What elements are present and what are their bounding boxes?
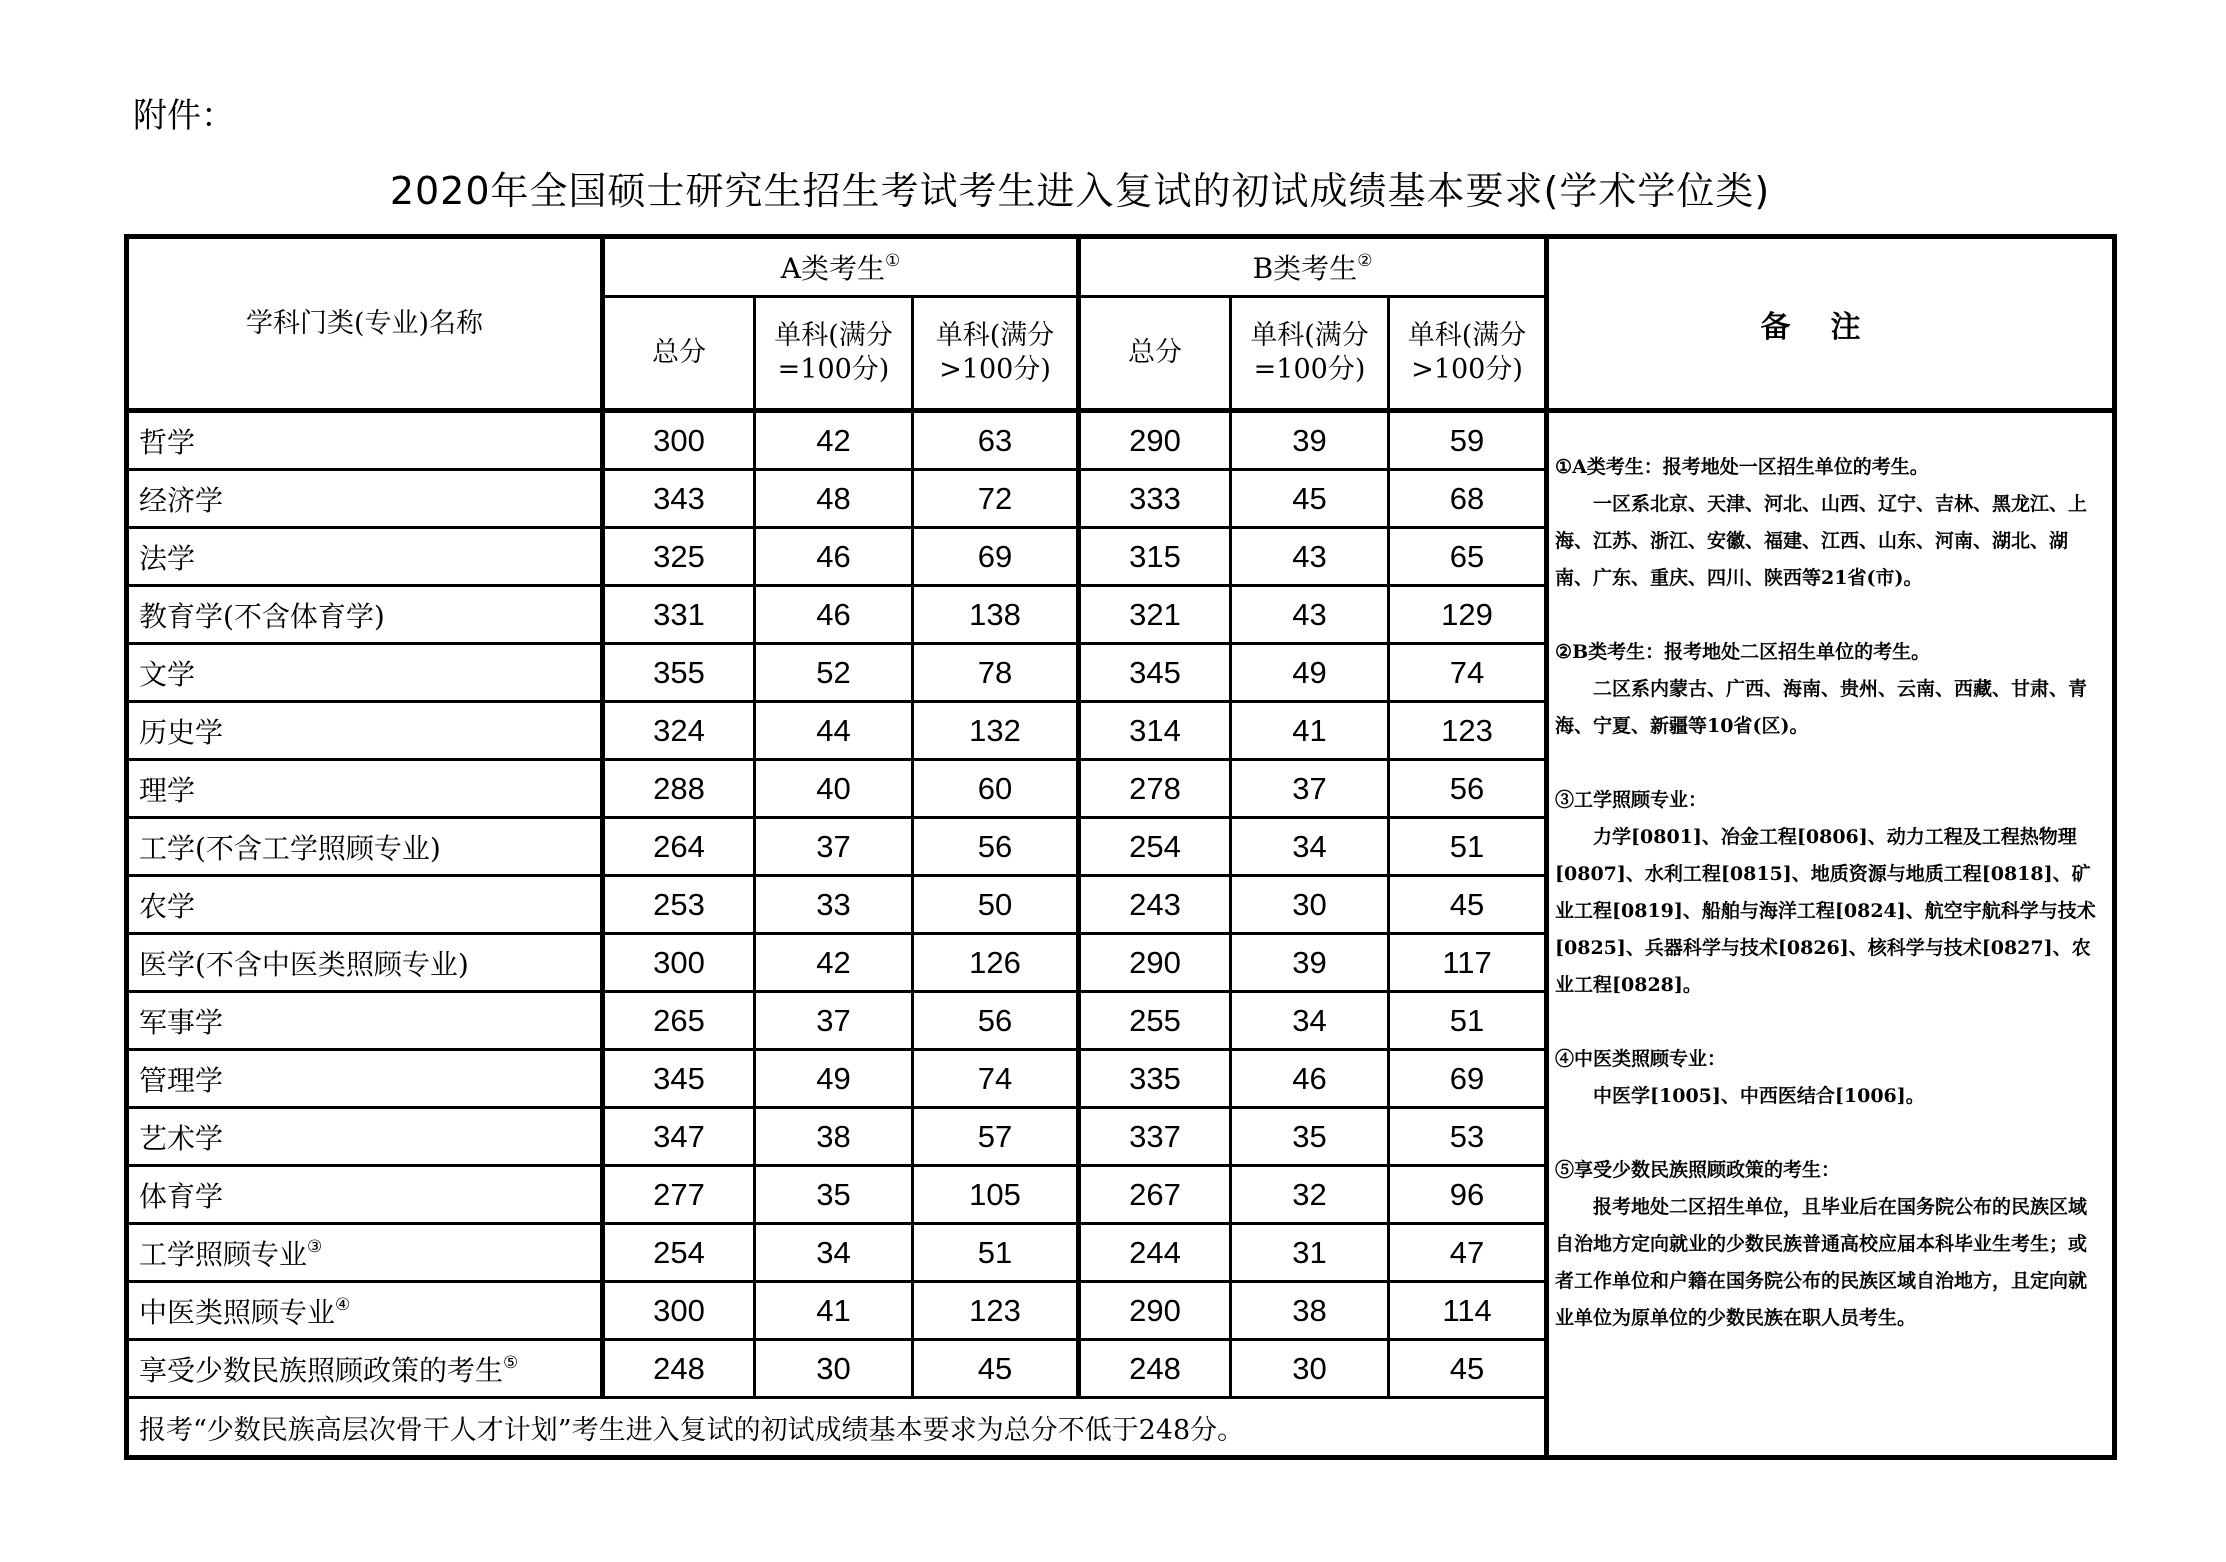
a-single-over-cell: 69 <box>913 528 1079 586</box>
b-single-over-cell: 117 <box>1389 934 1547 992</box>
b-single-100-cell: 41 <box>1231 702 1389 760</box>
attachment-label: 附件： <box>133 96 235 136</box>
b-single-over-cell: 45 <box>1389 876 1547 934</box>
a-total-cell: 347 <box>603 1108 755 1166</box>
a-single-over-cell: 72 <box>913 470 1079 528</box>
b-total-header: 总分 <box>1079 297 1231 411</box>
a-single-100-cell: 38 <box>755 1108 913 1166</box>
a-single-100-cell: 35 <box>755 1166 913 1224</box>
b-single-100-cell: 49 <box>1231 644 1389 702</box>
a-single-over-cell: 51 <box>913 1224 1079 1282</box>
note-item: ③工学照顾专业： 力学[0801]、冶金工程[0806]、动力工程及工程热物理[0807]、水利工程[0815]、地质资源与地质工程[0818]、矿业工程[0819]、船舶与海洋工程[0824]、航空宇航科学与技术[0825]、兵器科学与技术[0826]、核科学与技术[0827]、农业工程[0828]。 <box>1555 789 2096 996</box>
b-single-over-cell: 68 <box>1389 470 1547 528</box>
a-single-100-cell: 37 <box>755 818 913 876</box>
a-single-over-cell: 74 <box>913 1050 1079 1108</box>
a-single-over-cell: 126 <box>913 934 1079 992</box>
b-total-cell: 290 <box>1079 934 1231 992</box>
a-single-100-cell: 37 <box>755 992 913 1050</box>
a-single-over-header: 单科(满分 >100分) <box>913 297 1079 411</box>
b-total-cell: 278 <box>1079 760 1231 818</box>
b-single-100-cell: 39 <box>1231 411 1389 470</box>
a-single-100-cell: 42 <box>755 934 913 992</box>
a-total-cell: 331 <box>603 586 755 644</box>
subject-name: 艺术学 <box>127 1108 603 1166</box>
a-single-over-cell: 56 <box>913 818 1079 876</box>
b-total-cell: 248 <box>1079 1340 1231 1398</box>
a-total-cell: 264 <box>603 818 755 876</box>
b-total-cell: 315 <box>1079 528 1231 586</box>
a-single-over-cell: 138 <box>913 586 1079 644</box>
a-single-over-cell: 60 <box>913 760 1079 818</box>
a-total-cell: 300 <box>603 411 755 470</box>
a-total-cell: 345 <box>603 1050 755 1108</box>
a-single-100-cell: 40 <box>755 760 913 818</box>
subject-name: 经济学 <box>127 470 603 528</box>
a-single-over-cell: 78 <box>913 644 1079 702</box>
note-item: ④中医类照顾专业： 中医学[1005]、中西医结合[1006]。 <box>1555 1048 1925 1107</box>
a-total-cell: 277 <box>603 1166 755 1224</box>
b-total-cell: 255 <box>1079 992 1231 1050</box>
remarks-header: 备注 <box>1547 237 2115 411</box>
b-single-100-cell: 45 <box>1231 470 1389 528</box>
score-table <box>124 234 2117 1460</box>
b-single-100-cell: 46 <box>1231 1050 1389 1108</box>
b-total-cell: 321 <box>1079 586 1231 644</box>
b-single-100-cell: 31 <box>1231 1224 1389 1282</box>
b-single-over-cell: 69 <box>1389 1050 1547 1108</box>
subject-name: 哲学 <box>127 411 603 470</box>
a-total-cell: 300 <box>603 934 755 992</box>
a-total-cell: 248 <box>603 1340 755 1398</box>
a-single-100-cell: 34 <box>755 1224 913 1282</box>
b-single-100-cell: 35 <box>1231 1108 1389 1166</box>
b-single-over-cell: 65 <box>1389 528 1547 586</box>
b-single-over-cell: 56 <box>1389 760 1547 818</box>
a-single-100-cell: 44 <box>755 702 913 760</box>
b-total-cell: 243 <box>1079 876 1231 934</box>
subject-name: 历史学 <box>127 702 603 760</box>
a-single-100-cell: 41 <box>755 1282 913 1340</box>
note-item: ②B类考生：报考地处二区招生单位的考生。 二区系内蒙古、广西、海南、贵州、云南、西藏、甘肃、青海、宁夏、新疆等10省(区)。 <box>1555 641 2088 737</box>
b-single-over-cell: 45 <box>1389 1340 1547 1398</box>
b-total-cell: 244 <box>1079 1224 1231 1282</box>
subject-name: 医学(不含中医类照顾专业) <box>127 934 603 992</box>
a-single-100-cell: 42 <box>755 411 913 470</box>
b-single-100-cell: 38 <box>1231 1282 1389 1340</box>
b-single-100-cell: 34 <box>1231 818 1389 876</box>
b-single-100-cell: 43 <box>1231 586 1389 644</box>
a-single-over-cell: 132 <box>913 702 1079 760</box>
a-single-over-cell: 56 <box>913 992 1079 1050</box>
b-single-over-cell: 51 <box>1389 818 1547 876</box>
b-total-cell: 337 <box>1079 1108 1231 1166</box>
a-single-over-cell: 123 <box>913 1282 1079 1340</box>
a-single-100-cell: 49 <box>755 1050 913 1108</box>
group-b-header: B类考生② <box>1079 237 1547 297</box>
b-single-100-cell: 34 <box>1231 992 1389 1050</box>
subject-name: 享受少数民族照顾政策的考生⑤ <box>127 1340 603 1398</box>
b-single-over-header: 单科(满分 >100分) <box>1389 297 1547 411</box>
subject-name: 军事学 <box>127 992 603 1050</box>
a-total-cell: 324 <box>603 702 755 760</box>
a-total-header: 总分 <box>603 297 755 411</box>
a-total-cell: 325 <box>603 528 755 586</box>
subject-name: 工学照顾专业③ <box>127 1224 603 1282</box>
b-single-over-cell: 114 <box>1389 1282 1547 1340</box>
table-row <box>127 411 2115 470</box>
b-single-over-cell: 51 <box>1389 992 1547 1050</box>
b-single-100-cell: 37 <box>1231 760 1389 818</box>
a-single-100-cell: 48 <box>755 470 913 528</box>
a-total-cell: 288 <box>603 760 755 818</box>
a-single-100-header: 单科(满分 =100分) <box>755 297 913 411</box>
note-item: ①A类考生：报考地处一区招生单位的考生。 一区系北京、天津、河北、山西、辽宁、吉林、黑龙江、上海、江苏、浙江、安徽、福建、江西、山东、河南、湖北、湖南、广东、重庆、四川、陕西等21省(市)。 <box>1555 456 2088 589</box>
subject-header: 学科门类(专业)名称 <box>127 237 603 411</box>
subject-name: 工学(不含工学照顾专业) <box>127 818 603 876</box>
a-single-100-cell: 46 <box>755 586 913 644</box>
subject-name: 体育学 <box>127 1166 603 1224</box>
b-single-100-cell: 39 <box>1231 934 1389 992</box>
b-single-100-cell: 32 <box>1231 1166 1389 1224</box>
b-total-cell: 254 <box>1079 818 1231 876</box>
a-total-cell: 253 <box>603 876 755 934</box>
footer-note: 报考“少数民族高层次骨干人才计划”考生进入复试的初试成绩基本要求为总分不低于248分。 <box>127 1398 1547 1458</box>
subject-name: 中医类照顾专业④ <box>127 1282 603 1340</box>
a-total-cell: 355 <box>603 644 755 702</box>
b-single-100-cell: 30 <box>1231 1340 1389 1398</box>
subject-name: 农学 <box>127 876 603 934</box>
a-single-100-cell: 46 <box>755 528 913 586</box>
b-total-cell: 290 <box>1079 1282 1231 1340</box>
subject-name: 理学 <box>127 760 603 818</box>
remarks-notes <box>1547 411 2115 1458</box>
page-title: 2020年全国硕士研究生招生考试考生进入复试的初试成绩基本要求(学术学位类) <box>389 169 1771 213</box>
b-single-100-header: 单科(满分 =100分) <box>1231 297 1389 411</box>
note-item: ⑤享受少数民族照顾政策的考生： 报考地处二区招生单位，且毕业后在国务院公布的民族区域自治地方定向就业的少数民族普通高校应届本科毕业生考生；或者工作单位和户籍在国务院公布的民族区域自治地方，且定向就业单位为原单位的少数民族在职人员考生。 <box>1555 1159 2088 1329</box>
b-total-cell: 314 <box>1079 702 1231 760</box>
a-total-cell: 343 <box>603 470 755 528</box>
a-total-cell: 300 <box>603 1282 755 1340</box>
a-total-cell: 254 <box>603 1224 755 1282</box>
subject-name: 法学 <box>127 528 603 586</box>
a-total-cell: 265 <box>603 992 755 1050</box>
b-single-100-cell: 43 <box>1231 528 1389 586</box>
a-single-100-cell: 33 <box>755 876 913 934</box>
b-single-over-cell: 129 <box>1389 586 1547 644</box>
subject-name: 管理学 <box>127 1050 603 1108</box>
a-single-over-cell: 45 <box>913 1340 1079 1398</box>
b-single-over-cell: 59 <box>1389 411 1547 470</box>
a-single-over-cell: 50 <box>913 876 1079 934</box>
subject-name: 文学 <box>127 644 603 702</box>
b-single-over-cell: 123 <box>1389 702 1547 760</box>
b-total-cell: 290 <box>1079 411 1231 470</box>
a-single-over-cell: 105 <box>913 1166 1079 1224</box>
subject-name: 教育学(不含体育学) <box>127 586 603 644</box>
b-single-over-cell: 47 <box>1389 1224 1547 1282</box>
b-single-over-cell: 96 <box>1389 1166 1547 1224</box>
b-single-100-cell: 30 <box>1231 876 1389 934</box>
b-single-over-cell: 53 <box>1389 1108 1547 1166</box>
b-total-cell: 267 <box>1079 1166 1231 1224</box>
a-single-over-cell: 63 <box>913 411 1079 470</box>
a-single-100-cell: 52 <box>755 644 913 702</box>
a-single-100-cell: 30 <box>755 1340 913 1398</box>
b-total-cell: 335 <box>1079 1050 1231 1108</box>
a-single-over-cell: 57 <box>913 1108 1079 1166</box>
b-single-over-cell: 74 <box>1389 644 1547 702</box>
b-total-cell: 333 <box>1079 470 1231 528</box>
b-total-cell: 345 <box>1079 644 1231 702</box>
group-a-header: A类考生① <box>603 237 1079 297</box>
